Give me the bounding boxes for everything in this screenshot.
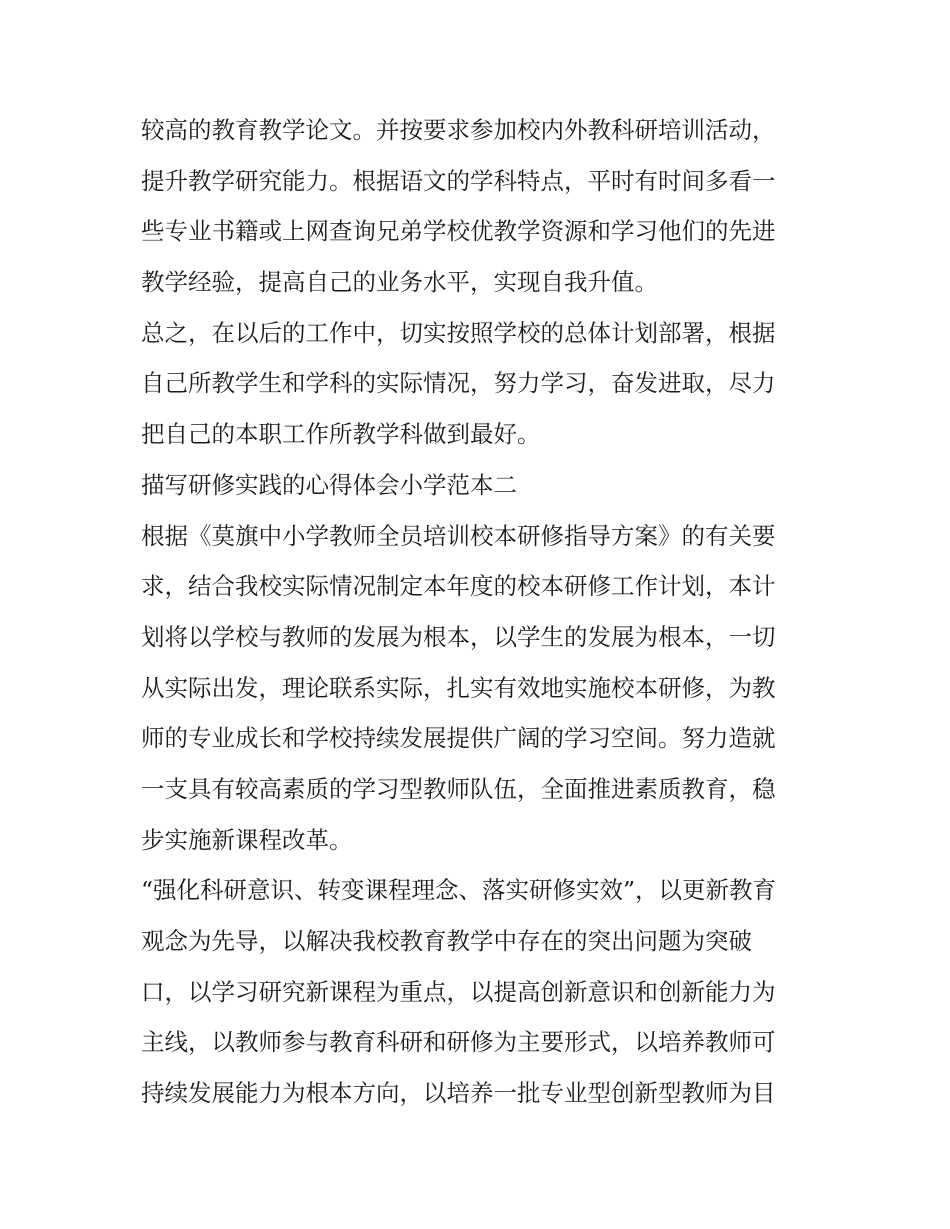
- text-line: 根据《莫旗中小学教师全员培训校本研修指导方案》的有关要: [141, 521, 776, 550]
- text-line: “强化科研意识、转变课程理念、落实研修实效”，以更新教育: [141, 876, 777, 905]
- text-line: 较高的教育教学论文。并按要求参加校内外教科研培训活动，: [141, 116, 776, 144]
- document-body: [141, 105, 813, 1119]
- text-line: 划将以学校与教师的发展为根本，以学生的发展为根本，一切: [141, 622, 776, 651]
- text-line: 总之，在以后的工作中，切实按照学校的总体计划部署，根据: [141, 318, 776, 347]
- text-line: 提升教学研究能力。根据语文的学科特点，平时有时间多看一: [141, 166, 776, 195]
- text-line: 求，结合我校实际情况制定本年度的校本研修工作计划，本计: [141, 572, 776, 601]
- text-line: 把自己的本职工作所教学科做到最好。: [141, 420, 541, 449]
- text-line: 些专业书籍或上网查询兄弟学校优教学资源和学习他们的先进: [141, 217, 776, 246]
- text-line: 步实施新课程改革。: [141, 825, 353, 854]
- text-line: 口，以学习研究新课程为重点，以提高创新意识和创新能力为: [141, 977, 776, 1006]
- text-line: 观念为先导，以解决我校教育教学中存在的突出问题为突破: [141, 927, 752, 955]
- text-line: 师的专业成长和学校持续发展提供广阔的学习空间。努力造就: [141, 724, 776, 753]
- text-line: 持续发展能力为根本方向，以培养一批专业型创新型教师为目: [141, 1079, 776, 1108]
- text-line: 主线，以教师参与教育科研和研修为主要形式，以培养教师可: [141, 1028, 776, 1057]
- text-line: 自己所教学生和学科的实际情况，努力学习，奋发进取，尽力: [141, 369, 776, 398]
- text-line: 一支具有较高素质的学习型教师队伍，全面推进素质教育，稳: [141, 774, 776, 803]
- text-line: 从实际出发，理论联系实际，扎实有效地实施校本研修，为教: [141, 673, 776, 702]
- text-line: 教学经验，提高自己的业务水平，实现自我升值。: [141, 268, 658, 297]
- section-heading: 描写研修实践的心得体会小学范本二: [141, 470, 517, 499]
